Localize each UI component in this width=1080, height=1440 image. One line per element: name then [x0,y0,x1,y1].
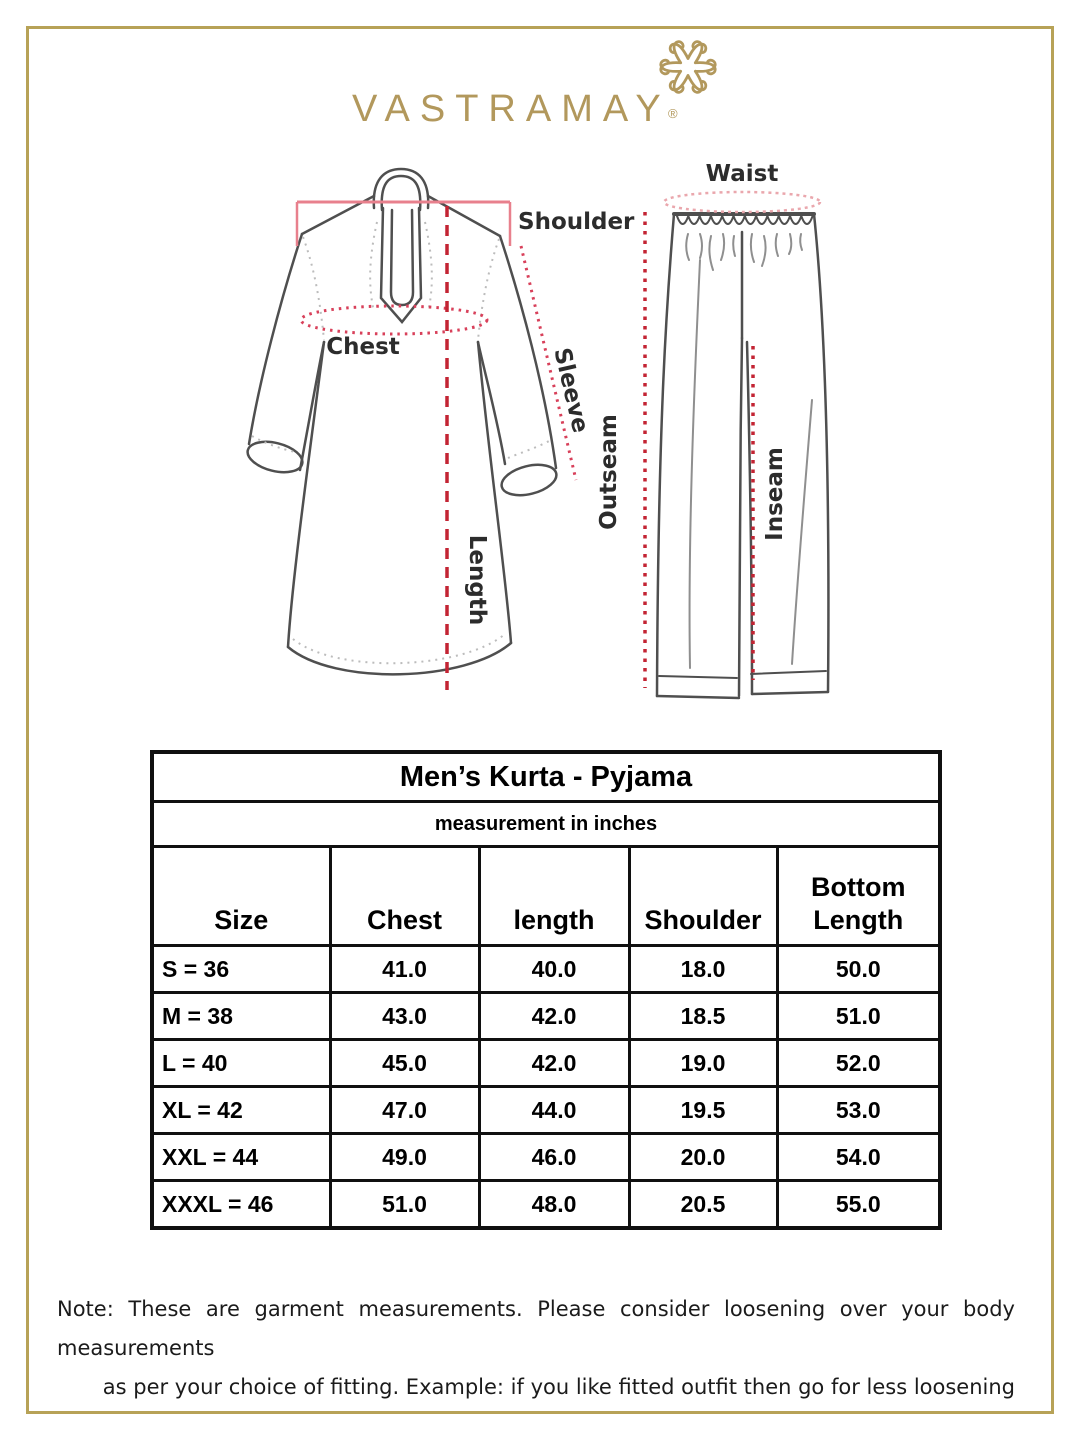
cell-shoulder: 18.5 [629,993,777,1040]
cell-bottom-length: 52.0 [777,1040,940,1087]
sleeve-label: Sleeve [548,345,594,436]
cell-size: XL = 42 [152,1087,330,1134]
inseam-label: Inseam [762,447,788,541]
cell-bottom-length: 55.0 [777,1181,940,1229]
table-title-row [152,752,940,802]
cell-length: 44.0 [479,1087,629,1134]
column-header-row [152,847,940,946]
cell-bottom-length: 51.0 [777,993,940,1040]
cell-chest: 49.0 [330,1134,479,1181]
table-row [152,1181,940,1229]
note-text [57,1290,1015,1407]
col-header-chest: Chest [330,847,479,946]
cell-chest: 43.0 [330,993,479,1040]
cell-shoulder: 19.0 [629,1040,777,1087]
cell-shoulder: 19.5 [629,1087,777,1134]
table-subtitle-row [152,802,940,847]
cell-chest: 45.0 [330,1040,479,1087]
table-row [152,993,940,1040]
cell-chest: 41.0 [330,946,479,993]
table-row [152,1087,940,1134]
cell-bottom-length: 53.0 [777,1087,940,1134]
cell-length: 42.0 [479,1040,629,1087]
cell-size: M = 38 [152,993,330,1040]
cell-length: 46.0 [479,1134,629,1181]
cell-bottom-length: 54.0 [777,1134,940,1181]
cell-length: 40.0 [479,946,629,993]
cell-bottom-length: 50.0 [777,946,940,993]
kurta-measure-marks [297,202,576,690]
pyjama-outline [657,214,828,698]
table-title: Men’s Kurta - Pyjama [152,752,940,802]
note-line-1: Note: These are garment measurements. Please consider loosening over your body measurements [57,1297,1015,1360]
col-header-length: length [479,847,629,946]
table-row [152,1134,940,1181]
col-header-shoulder: Shoulder [629,847,777,946]
kurta-seam-details [252,222,549,663]
waist-label: Waist [705,161,779,187]
table-subtitle: measurement in inches [152,802,940,847]
col-header-size: Size [152,847,330,946]
registered-trademark-icon: ® [668,106,678,121]
brand-name: VASTRAMAY [352,88,671,130]
cell-chest: 51.0 [330,1181,479,1229]
table-row [152,946,940,993]
cell-chest: 47.0 [330,1087,479,1134]
cell-size: XXL = 44 [152,1134,330,1181]
cell-length: 48.0 [479,1181,629,1229]
size-chart-table [150,750,942,1230]
cell-size: L = 40 [152,1040,330,1087]
length-label: Length [464,534,490,626]
note-line-2: as per your choice of fitting. Example: if you like fitted outfit then go for less loosening [102,1375,1015,1399]
measurement-diagram [0,150,1080,750]
cell-shoulder: 20.0 [629,1134,777,1181]
cell-shoulder: 18.0 [629,946,777,993]
outseam-label: Outseam [596,414,622,530]
table-row [152,1040,940,1087]
cell-size: S = 36 [152,946,330,993]
kurta-outline [244,169,559,674]
cell-size: XXXL = 46 [152,1181,330,1229]
pyjama-measure-marks [645,192,820,688]
cell-shoulder: 20.5 [629,1181,777,1229]
shoulder-label: Shoulder [518,209,635,235]
chest-label: Chest [326,334,400,360]
cell-length: 42.0 [479,993,629,1040]
col-header-bottom-length: Bottom Length [777,847,940,946]
